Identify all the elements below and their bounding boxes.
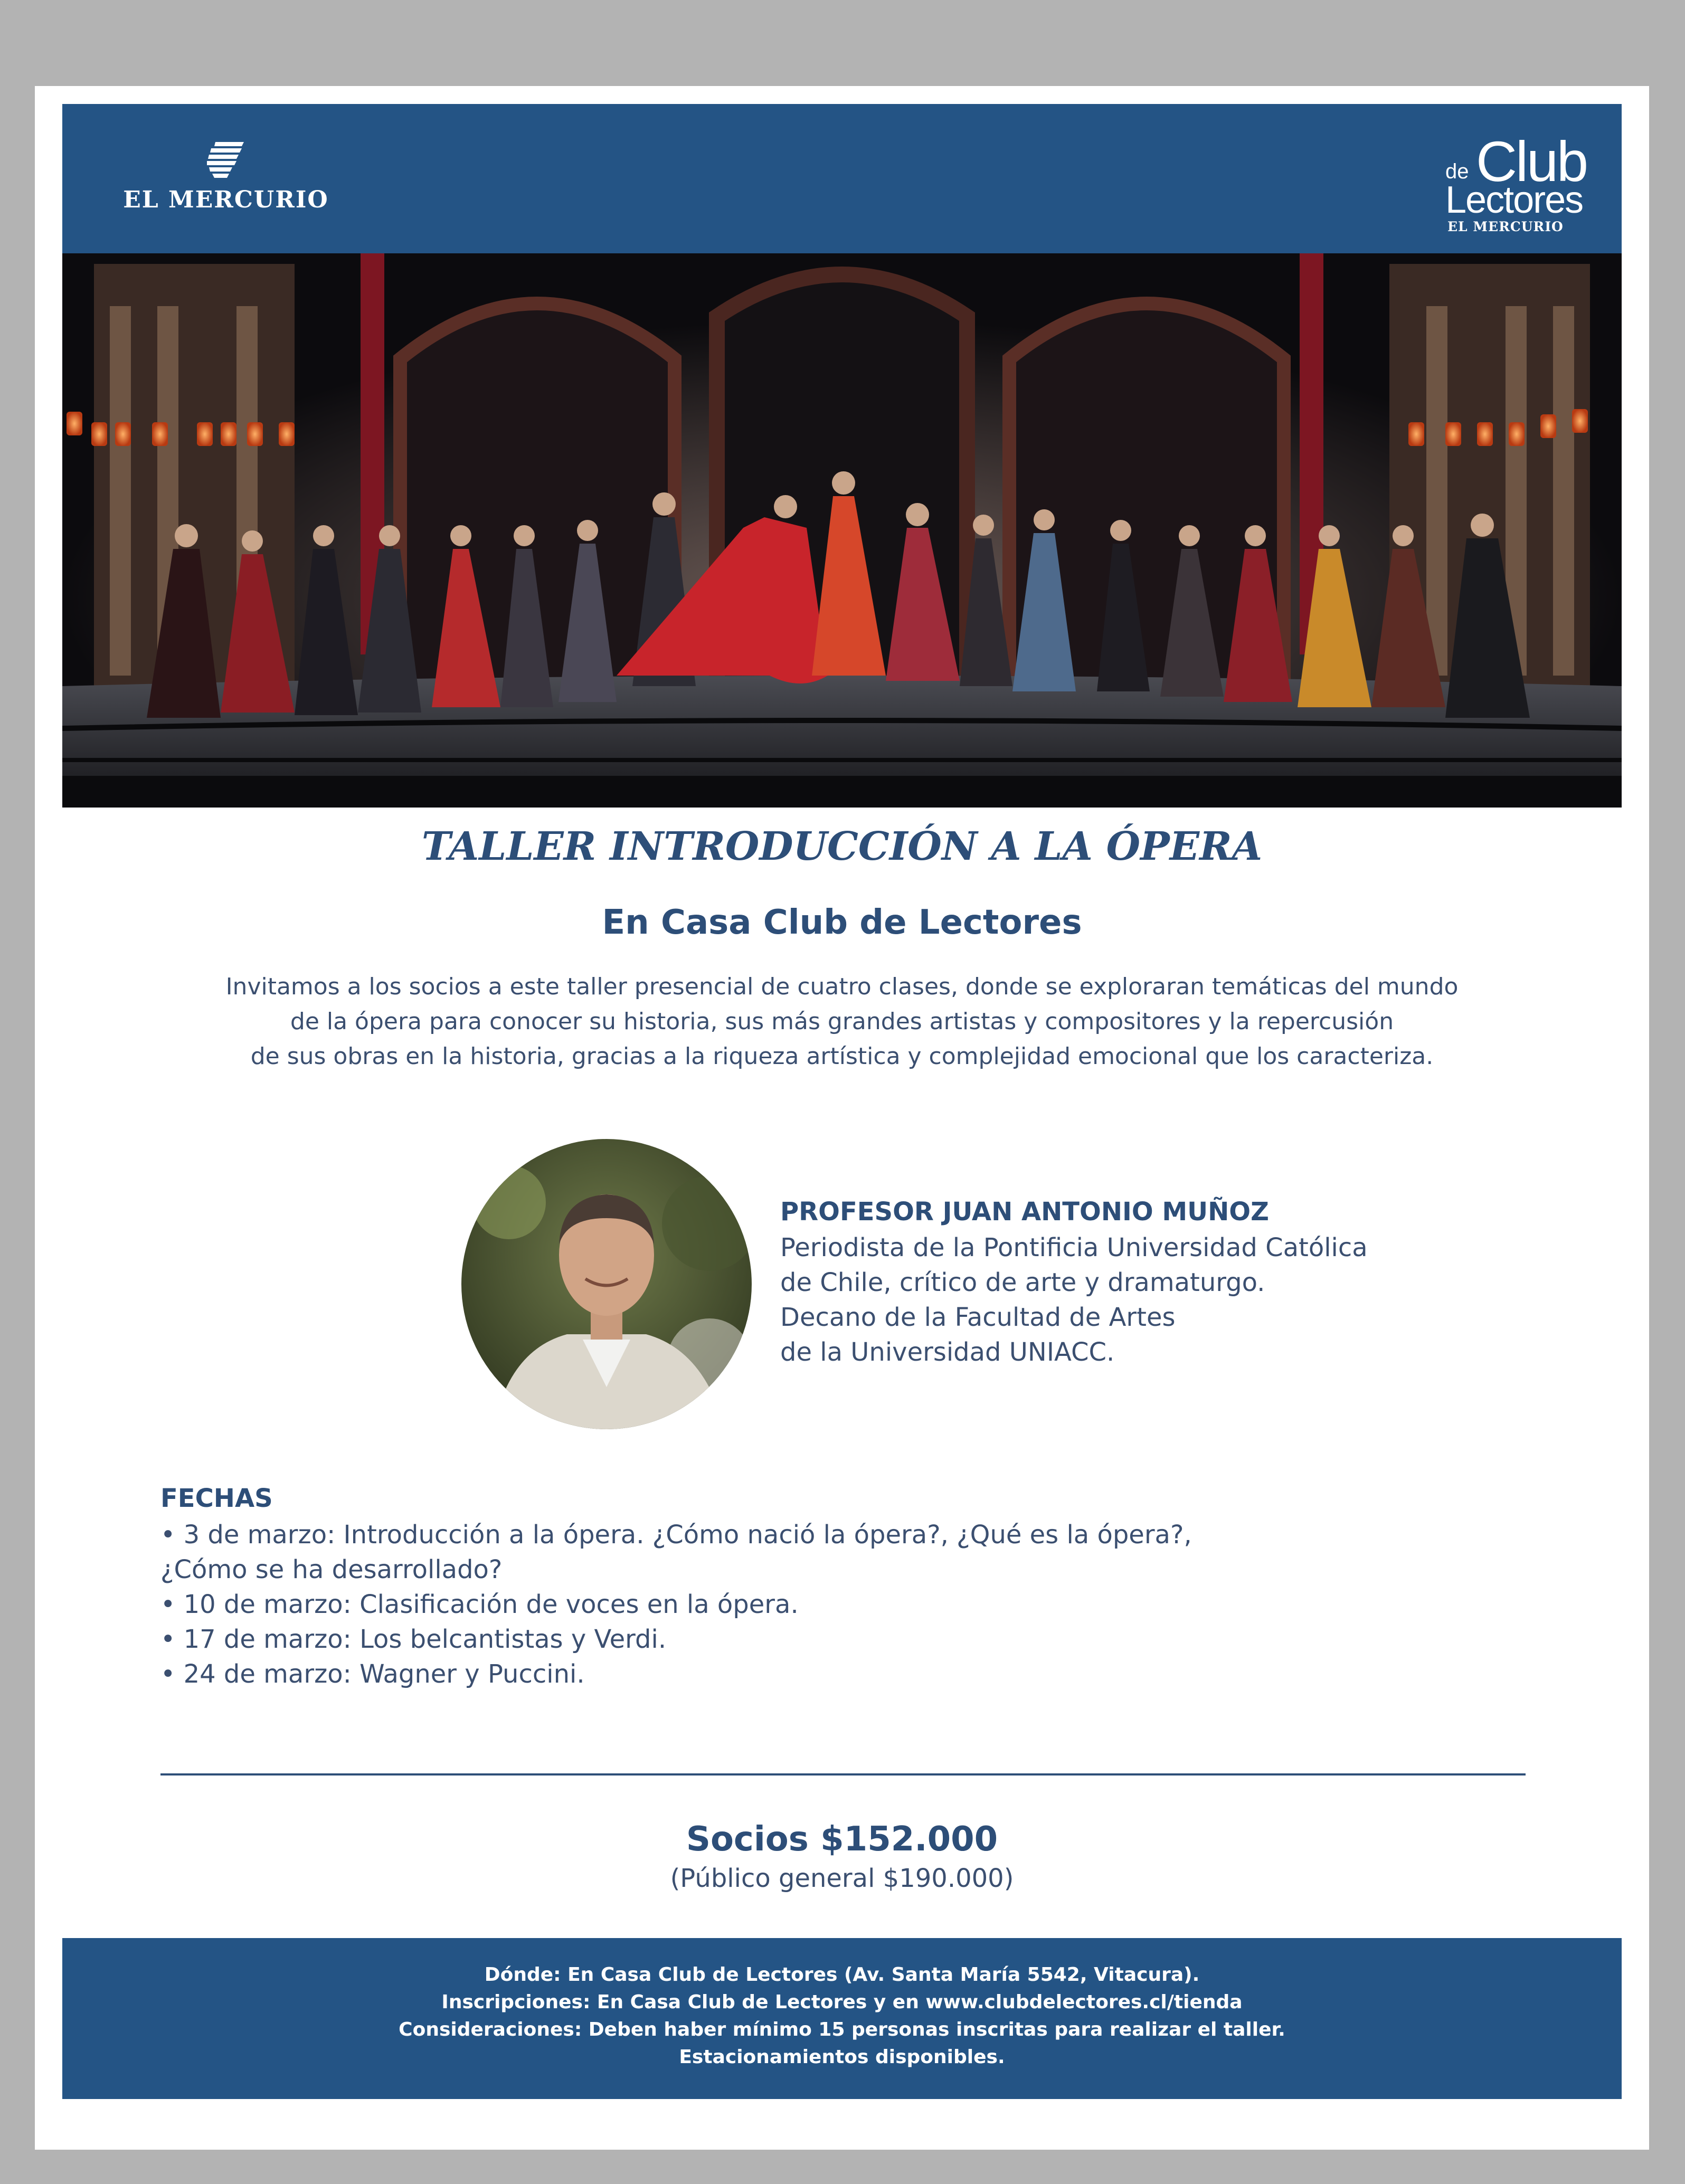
date-item: • 10 de marzo: Clasificación de voces en la ópera. xyxy=(160,1590,799,1619)
intro-line: Invitamos a los socios a este taller presencial de cuatro clases, donde se exploraran temáticas del mundo xyxy=(225,973,1459,1000)
flyer-page xyxy=(35,86,1649,2150)
footer-line-location: Dónde: En Casa Club de Lectores (Av. Santa María 5542, Vitacura). xyxy=(484,1964,1200,1986)
logo-lectores-word: Lectores xyxy=(1445,179,1583,221)
footer-info xyxy=(62,1961,1622,2071)
professor-name: PROFESOR JUAN ANTONIO MUÑOZ xyxy=(780,1197,1269,1227)
professor-description-line: Periodista de la Pontificia Universidad Católica xyxy=(780,1233,1368,1262)
date-item: ¿Cómo se ha desarrollado? xyxy=(160,1555,503,1584)
public-price: (Público general $190.000) xyxy=(670,1864,1014,1893)
members-price: Socios $152.000 xyxy=(686,1820,998,1859)
mercury-head-icon xyxy=(200,140,247,182)
professor-description xyxy=(780,1230,1368,1370)
professor-description-line: Decano de la Facultad de Artes xyxy=(780,1303,1176,1332)
professor-description-line: de la Universidad UNIACC. xyxy=(780,1337,1115,1367)
professor-description-line: de Chile, crítico de arte y dramaturgo. xyxy=(780,1268,1265,1297)
intro-line: de sus obras en la historia, gracias a la riqueza artística y complejidad emocional que los caracteriza. xyxy=(250,1043,1434,1070)
logo-sub-wordmark: EL MERCURIO xyxy=(1447,219,1564,234)
el-mercurio-wordmark: EL MERCURIO xyxy=(123,186,329,213)
date-item: • 24 de marzo: Wagner y Puccini. xyxy=(160,1659,585,1689)
logo-club-word: Club xyxy=(1476,129,1587,193)
footer-line-parking: Estacionamientos disponibles. xyxy=(679,2046,1005,2068)
logo-de-word: de xyxy=(1445,160,1469,183)
professor-portrait xyxy=(461,1139,752,1429)
date-item: • 17 de marzo: Los belcantistas y Verdi. xyxy=(160,1625,667,1654)
header-bar xyxy=(62,104,1622,253)
footer-line-considerations: Consideraciones: Deben haber mínimo 15 personas inscritas para realizar el taller. xyxy=(399,2019,1285,2040)
dates-list xyxy=(160,1517,1192,1692)
dates-heading: FECHAS xyxy=(160,1484,273,1513)
footer-line-registration: Inscripciones: En Casa Club de Lectores y en www.clubdelectores.cl/tienda xyxy=(441,1991,1243,2013)
section-divider xyxy=(160,1773,1526,1775)
date-item: • 3 de marzo: Introducción a la ópera. ¿Cómo nació la ópera?, ¿Qué es la ópera?, xyxy=(160,1520,1192,1550)
intro-paragraph xyxy=(220,970,1464,1074)
page-subtitle: En Casa Club de Lectores xyxy=(602,903,1082,942)
club-de-lectores-logo xyxy=(1445,129,1598,234)
footer-bar xyxy=(62,1938,1622,2099)
page-title: TALLER INTRODUCCIÓN A LA ÓPERA xyxy=(421,824,1263,869)
opera-stage-photo xyxy=(62,253,1622,808)
intro-line: de la ópera para conocer su historia, sus más grandes artistas y compositores y la repercusión xyxy=(290,1008,1394,1035)
el-mercurio-logo xyxy=(110,140,342,214)
